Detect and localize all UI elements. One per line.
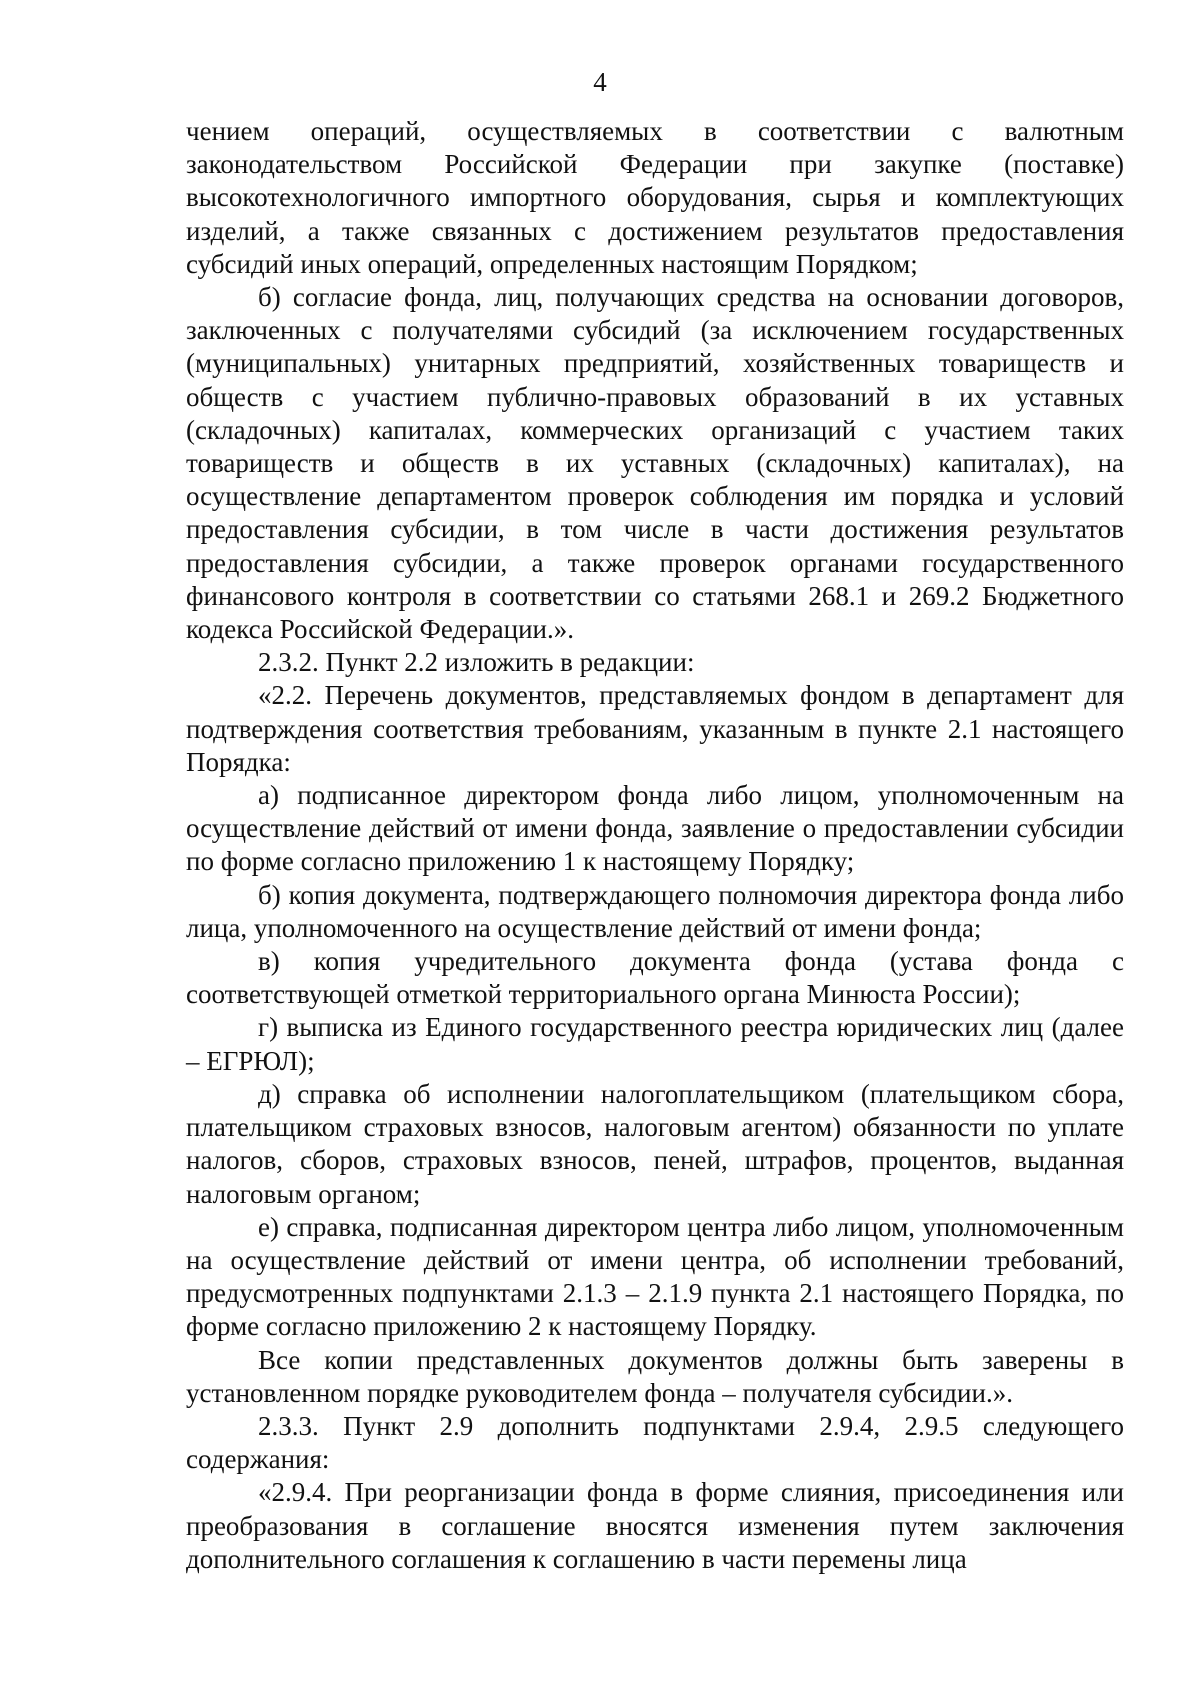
paragraph-2-9-4-reorganization: «2.9.4. При реорганизации фонда в форме слияния, присоединения или преобразования в соглашение вносятся изменения путем заключения дополнительного соглашения к соглашению в части перемены лица xyxy=(186,1477,1124,1574)
paragraph-item-e-requirements-certificate: е) справка, подписанная директором центра либо лицом, уполномоченным на осуществление действий от имени центра, об исполнении требований, предусмотренных подпунктами 2.1.3 – 2.1.9 пункта 2.1 настоящего Порядка, по форме согласно приложению 2 к настоящему Порядку. xyxy=(186,1211,1124,1342)
paragraph-2-3-3: 2.3.3. Пункт 2.9 дополнить подпунктами 2.9.4, 2.9.5 следующего содержания: xyxy=(186,1410,1124,1475)
paragraph-item-b-authority-copy: б) копия документа, подтверждающего полномочия директора фонда либо лица, уполномоченного на осуществление действий от имени фонда; xyxy=(186,879,1124,943)
paragraph-item-g-egrul-extract: г) выписка из Единого государственного реестра юридических лиц (далее – ЕГРЮЛ); xyxy=(186,1012,1124,1076)
paragraph-operations-continuation: чением операций, осуществляемых в соответствии с валютным законодательством Российской Федерации при закупке (поставке) высокотехнологичного импортного оборудования, сырья и комплектующих изделий, а также связанных с достижением результатов предоставления субсидий иных операций, определенных настоящим Порядком; xyxy=(186,116,1124,279)
paragraph-copies-certification: Все копии представленных документов должны быть заверены в установленном порядке руководителем фонда – получателя субсидии.». xyxy=(186,1344,1124,1408)
document-body xyxy=(186,115,1124,1576)
paragraph-item-v-charter-copy: в) копия учредительного документа фонда (устава фонда с соответствующей отметкой территориального органа Минюста России); xyxy=(186,946,1124,1010)
paragraph-item-a-application: а) подписанное директором фонда либо лицом, уполномоченным на осуществление действий от имени фонда, заявление о предоставлении субсидии по форме согласно приложению 1 к настоящему Порядку; xyxy=(186,780,1124,877)
paragraph-item-b-consent: б) согласие фонда, лиц, получающих средства на основании договоров, заключенных с получателями субсидий (за исключением государственных (муниципальных) унитарных предприятий, хозяйственных товариществ и обществ с участием публично-правовых образований в их уставных (складочных) капиталах, коммерческих организаций с участием таких товариществ и обществ в их уставных (складочных) капиталах), на осуществление департаментом проверок соблюдения им порядка и условий предоставления субсидии, в том числе в части достижения результатов предоставления субсидии, а также проверок органами государственного финансового контроля в соответствии со статьями 268.1 и 269.2 Бюджетного кодекса Российской Федерации.». xyxy=(186,282,1124,645)
paragraph-2-3-2: 2.3.2. Пункт 2.2 изложить в редакции: xyxy=(258,647,695,678)
paragraph-item-d-tax-certificate: д) справка об исполнении налогоплательщиком (плательщиком сбора, плательщиком страховых взносов, налоговым агентом) обязанности по уплате налогов, сборов, страховых взносов, пеней, штрафов, процентов, выданная налоговым органом; xyxy=(186,1078,1124,1209)
page-number: 4 xyxy=(593,67,607,97)
paragraph-2-2-document-list: «2.2. Перечень документов, представляемых фондом в департамент для подтверждения соответствия требованиям, указанным в пункте 2.1 настоящего Порядка: xyxy=(186,680,1124,777)
